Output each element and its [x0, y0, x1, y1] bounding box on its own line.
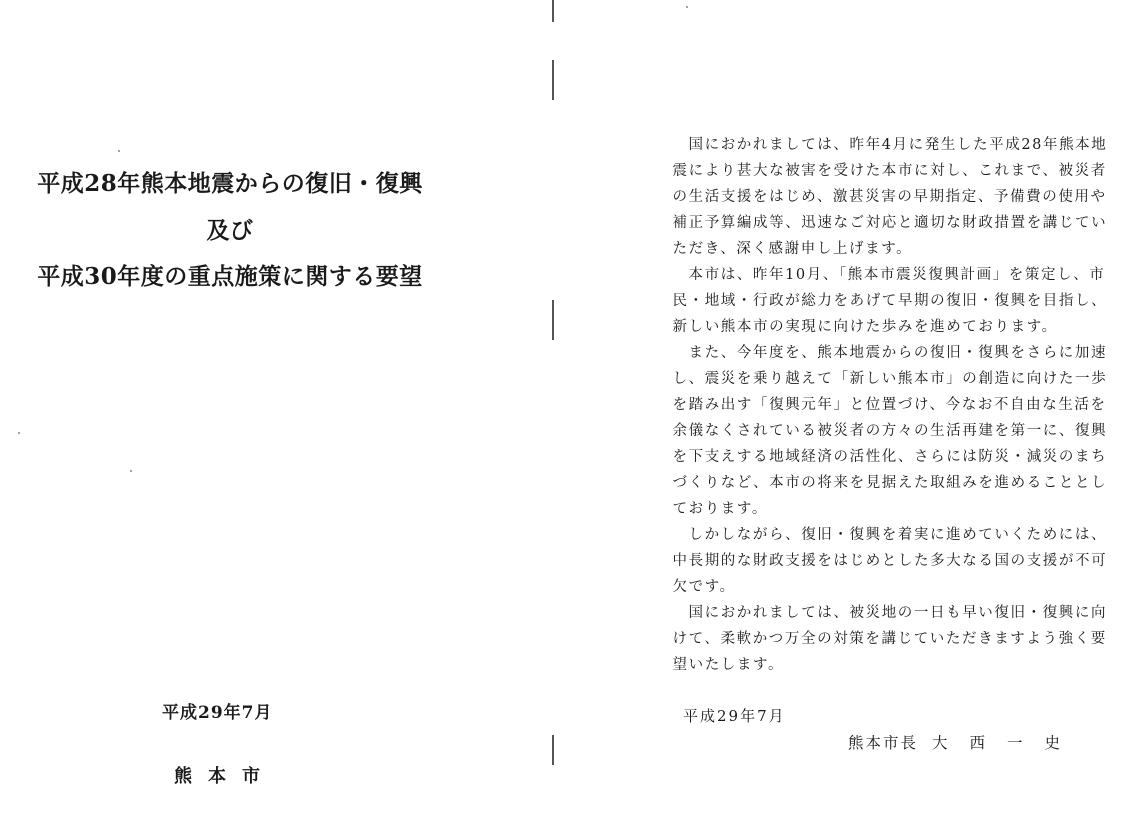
- body-line: を踏み出す「復興元年」と位置づけ、今なお不自由な生活を: [672, 397, 1107, 413]
- scan-speck: [118, 150, 120, 152]
- body-line: 余儀なくされている被災者の方々の生活再建を第一に、復興: [672, 423, 1108, 439]
- body-line: ております。: [672, 501, 768, 517]
- body-line: の生活支援をはじめ、激甚災害の早期指定、予備費の使用や: [672, 189, 1107, 205]
- scan-speck: [130, 470, 132, 472]
- body-line: 欠です。: [672, 579, 736, 595]
- letter-date: 平成29年7月: [683, 707, 786, 725]
- title-line-1: 平成28年熊本地震からの復旧・復興: [37, 170, 423, 197]
- paragraph-3: [658, 340, 1108, 522]
- page-fold-line: [552, 60, 554, 100]
- body-line: 望いたします。: [672, 657, 785, 673]
- scan-speck: [18, 432, 20, 434]
- cover-issuer: 熊本市: [174, 766, 276, 787]
- paragraph-2: [658, 262, 1108, 340]
- paragraph-1: [658, 132, 1108, 262]
- signatory-name: 大西一史: [932, 734, 1083, 752]
- cover-date: 平成29年7月: [162, 703, 273, 723]
- page-fold-line: [552, 735, 554, 765]
- body-line: しかしながら、復旧・復興を着実に進めていくためには、: [688, 527, 1108, 543]
- paragraph-4: [658, 522, 1108, 600]
- body-line: 国におかれましては、被災地の一日も早い復旧・復興に向: [688, 605, 1108, 621]
- signature-block: [848, 731, 1082, 753]
- left-page: [0, 0, 552, 814]
- signatory-title: 熊本市長: [848, 734, 919, 752]
- paragraph-5: [658, 600, 1108, 678]
- body-line: 国におかれましては、昨年4月に発生した平成28年熊本地: [688, 137, 1108, 153]
- page-fold-line: [552, 0, 554, 22]
- request-body: [658, 132, 1108, 678]
- body-line: 新しい熊本市の実現に向けた歩みを進めております。: [672, 319, 1058, 335]
- body-line: ただき、深く感謝申し上げます。: [672, 241, 913, 257]
- body-line: づくりなど、本市の将来を見据えた取組みを進めることとし: [672, 475, 1108, 491]
- body-line: し、震災を乗り越えて「新しい熊本市」の創造に向けた一歩: [672, 371, 1108, 387]
- body-line: 補正予算編成等、迅速なご対応と適切な財政措置を講じてい: [672, 215, 1108, 231]
- body-line: けて、柔軟かつ万全の対策を講じていただきますよう強く要: [672, 631, 1107, 647]
- body-line: 震により甚大な被害を受けた本市に対し、これまで、被災者: [672, 163, 1107, 179]
- body-line: 本市は、昨年10月、「熊本市震災復興計画」を策定し、市: [688, 267, 1106, 283]
- title-line-2: 及び: [206, 217, 254, 244]
- body-line: 民・地域・行政が総力をあげて早期の復旧・復興を目指し、: [672, 293, 1108, 309]
- body-line: 中長期的な財政支援をはじめとした多大なる国の支援が不可: [672, 553, 1108, 569]
- body-line: を下支えする地域経済の活性化、さらには防災・減災のまち: [672, 449, 1108, 465]
- scan-speck: [686, 6, 688, 8]
- body-line: また、今年度を、熊本地震からの復旧・復興をさらに加速: [688, 345, 1108, 361]
- page-fold-line: [552, 300, 554, 340]
- title-line-3: 平成30年度の重点施策に関する要望: [37, 263, 423, 290]
